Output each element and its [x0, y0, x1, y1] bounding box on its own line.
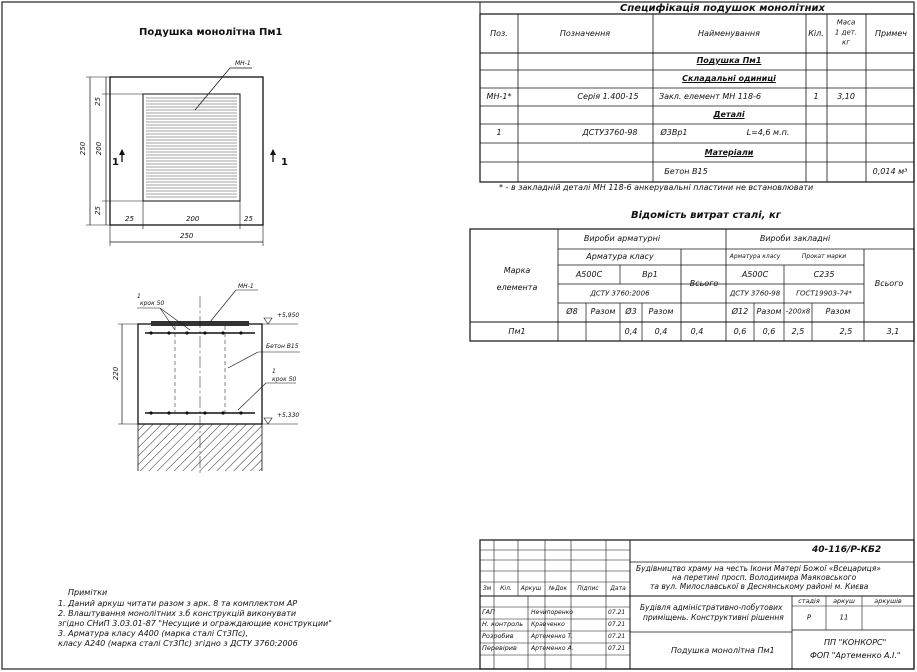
plan-dim-200-v: 200 — [95, 141, 104, 156]
notes-header: Примітки — [68, 588, 108, 597]
spec-r1-pos: МН-1* — [486, 92, 512, 101]
spec-h-mass2: 1 дет. — [834, 28, 858, 37]
steel-h-sum2: Разом — [648, 307, 674, 316]
spec-section-units: Складальні одиниці — [682, 74, 776, 83]
steel-h-d8: Ø8 — [566, 307, 578, 316]
spec-title: Специфікація подушок монолітних — [620, 3, 825, 14]
steel-h-sum3: Разом — [756, 307, 782, 316]
notes-line-1: 1. Даний аркуш читати разом з арк. 8 та комплектом АР — [58, 599, 298, 608]
steel-h-a500: А500С — [575, 270, 603, 279]
steel-r-d12: 0,6 — [733, 327, 747, 336]
steel-r-total1: 0,4 — [690, 327, 704, 336]
steel-r-sum3: 0,6 — [762, 327, 776, 336]
section-krok-top: крок 50 — [140, 300, 165, 307]
steel-h-vr1: Вр1 — [642, 270, 658, 279]
stamp-name-chk: Артеменко А. — [531, 645, 574, 652]
stamp-date-nk: 07.21 — [608, 621, 626, 628]
section-mark-1b: 1 — [272, 368, 276, 375]
steel-h-rebar-group: Вироби арматурні — [583, 234, 661, 243]
steel-r-mark: Пм1 — [508, 327, 526, 336]
stamp-role-nk: Н. контроль — [482, 620, 524, 628]
steel-title: Відомість витрат сталі, кг — [631, 210, 781, 221]
spec-r3-note: 0,014 м³ — [872, 167, 908, 176]
section-dim-220: 220 — [112, 366, 121, 381]
steel-r-sum4: 2,5 — [839, 327, 853, 336]
stamp-date-gap: 07.21 — [608, 609, 626, 616]
spec-h-mass3: кг — [842, 38, 850, 47]
steel-h-rolled: Прокат марки — [801, 253, 847, 260]
plan-dim-200-h: 200 — [186, 215, 200, 223]
notes-line-5: класу А240 (марка сталі Ст3Пс) згідно з ДСТУ 3760:2006 — [58, 639, 298, 648]
stamp-name-dev: Артеменко Т. — [531, 633, 574, 640]
spec-h-designation: Позначення — [559, 29, 611, 38]
stamp-project-2: на перетині просп. Володимира Маяковського — [672, 573, 857, 582]
steel-r-sum1: 0,4 — [624, 327, 638, 336]
spec-h-note: Примеч — [875, 29, 907, 38]
stamp-name-nk: Кравченко — [531, 621, 565, 628]
plan-section-left: 1 — [112, 157, 119, 168]
stamp-building-2: приміщень. Конструктивні рішення — [643, 613, 784, 622]
spec-section-materials: Матеріали — [704, 148, 754, 157]
stamp-h-kil: Кіл. — [500, 585, 512, 592]
spec-h-qty: Кіл. — [808, 29, 824, 38]
stamp-name-gap: Нечипоренко — [531, 609, 573, 616]
spec-h-name: Найменування — [698, 29, 760, 38]
steel-h-embed-group: Вироби закладні — [759, 234, 831, 243]
stamp-h-arkush: Аркуш — [520, 585, 542, 592]
plan-section-right: 1 — [281, 157, 288, 168]
steel-h-total-rebar: Всього — [689, 279, 719, 288]
steel-r-total2: 3,1 — [886, 327, 900, 336]
stamp-code: 40-116/Р-КБ2 — [812, 545, 882, 555]
plan-dim-250-h: 250 — [180, 232, 194, 240]
steel-h-sum1: Разом — [590, 307, 616, 316]
stamp-role-chk: Перевірив — [482, 644, 517, 652]
steel-r-d3: 0,4 — [654, 327, 668, 336]
section-mark-1: 1 — [137, 293, 141, 300]
steel-h-d3: Ø3 — [625, 307, 637, 316]
steel-r-strip: 2,5 — [791, 327, 805, 336]
stamp-h-zm: Зм — [482, 585, 492, 592]
steel-h-total-embed: Всього — [874, 279, 904, 288]
stamp-role-dev: Розробив — [482, 632, 514, 640]
steel-h-dstu98: ДСТУ 3760-98 — [729, 289, 781, 298]
stamp-project-1: Будівництво храму на честь Ікони Матері Божої «Всецариця» — [636, 564, 881, 573]
stamp-date-dev: 07.21 — [608, 633, 626, 640]
spec-r1-name: Закл. елемент МН 118-6 — [658, 92, 762, 101]
section-concrete: Бетон В15 — [266, 343, 299, 350]
steel-h-c235: С235 — [813, 270, 835, 279]
steel-h-minus200: -200х8 — [785, 307, 811, 316]
stamp-h-sheets: аркушів — [874, 596, 902, 605]
spec-r2-length: L=4,6 м.п. — [746, 128, 790, 137]
spec-section-details: Деталі — [713, 110, 745, 119]
steel-h-a500b: А500С — [741, 270, 769, 279]
stamp-h-doc: №Док — [548, 585, 568, 592]
plan-mn-label: МН-1 — [235, 60, 251, 67]
steel-h-d12: Ø12 — [731, 307, 749, 316]
plan-dim-250-v: 250 — [79, 141, 88, 156]
spec-h-mass1: Маса — [836, 18, 856, 27]
stamp-role-gap: ГАП — [482, 608, 495, 616]
plan-dim-25-bot: 25 — [93, 206, 102, 215]
spec-h-pos: Поз. — [490, 29, 508, 38]
plan-dim-25-right: 25 — [244, 215, 253, 223]
spec-footnote: * - в закладній деталі МН 118-6 анкерувальні пластини не встановлювати — [499, 183, 814, 192]
spec-r3-name: Бетон В15 — [664, 167, 708, 176]
stamp-drawing-name: Подушка монолітна Пм1 — [671, 646, 775, 655]
section-level-bot: +5,330 — [277, 412, 300, 419]
stamp-h-sign: Підпис — [577, 585, 599, 592]
steel-h-embed-rebar-class: Арматура класу — [729, 253, 781, 260]
drawing-title: Подушка монолітна Пм1 — [139, 27, 283, 38]
spec-r2-name: Ø3Вр1 — [660, 128, 688, 137]
spec-r2-designation: ДСТУ3760-98 — [582, 128, 638, 137]
steel-h-mark-2: елемента — [496, 283, 538, 292]
stamp-h-date: Дата — [610, 585, 626, 592]
steel-h-mark-1: Марка — [503, 266, 531, 275]
stamp-stage: Р — [806, 613, 812, 622]
stamp-h-stage: стадія — [798, 596, 820, 605]
steel-h-rebar-class: Арматура класу — [586, 252, 654, 261]
notes-line-2: 2. Влаштування монолітних з.б конструкцій виконувати — [58, 609, 297, 618]
stamp-building-1: Будівля адміністративно-побутових — [640, 603, 783, 612]
stamp-sheet: 11 — [839, 613, 849, 622]
section-level-top: +5,950 — [277, 312, 300, 319]
steel-h-sum4: Разом — [825, 307, 851, 316]
stamp-project-3: та вул. Милославської в Деснянському районі м. Києва — [650, 582, 869, 591]
plan-dim-25-left: 25 — [125, 215, 134, 223]
spec-r1-mass: 3,10 — [837, 92, 855, 101]
steel-h-gost: ГОСТ19903-74* — [796, 289, 852, 298]
plan-dim-25-top: 25 — [93, 97, 102, 106]
stamp-org-2: ФОП "Артеменко А.І." — [810, 651, 901, 660]
spec-r1-designation: Серія 1.400-15 — [577, 92, 639, 101]
stamp-date-chk: 07.21 — [608, 645, 626, 652]
spec-section-main: Подушка Пм1 — [696, 56, 762, 65]
section-krok-bot: крок 50 — [272, 376, 297, 383]
spec-r2-pos: 1 — [496, 128, 502, 137]
section-mn-label: МН-1 — [238, 283, 254, 290]
stamp-org-1: ПП "КОНКОРС" — [824, 638, 887, 647]
notes-line-4: 3. Арматура класу А400 (марка сталі Ст3Пс), — [58, 629, 249, 638]
notes-line-3: згідно СНиП 3.03.01-87 "Несущие и ограждающие конструкции" — [58, 619, 332, 628]
steel-h-dstu2006: ДСТУ 3760:2006 — [590, 289, 650, 298]
stamp-h-sheet: аркуш — [833, 596, 855, 605]
spec-r1-qty: 1 — [813, 92, 819, 101]
section-view — [118, 290, 300, 476]
